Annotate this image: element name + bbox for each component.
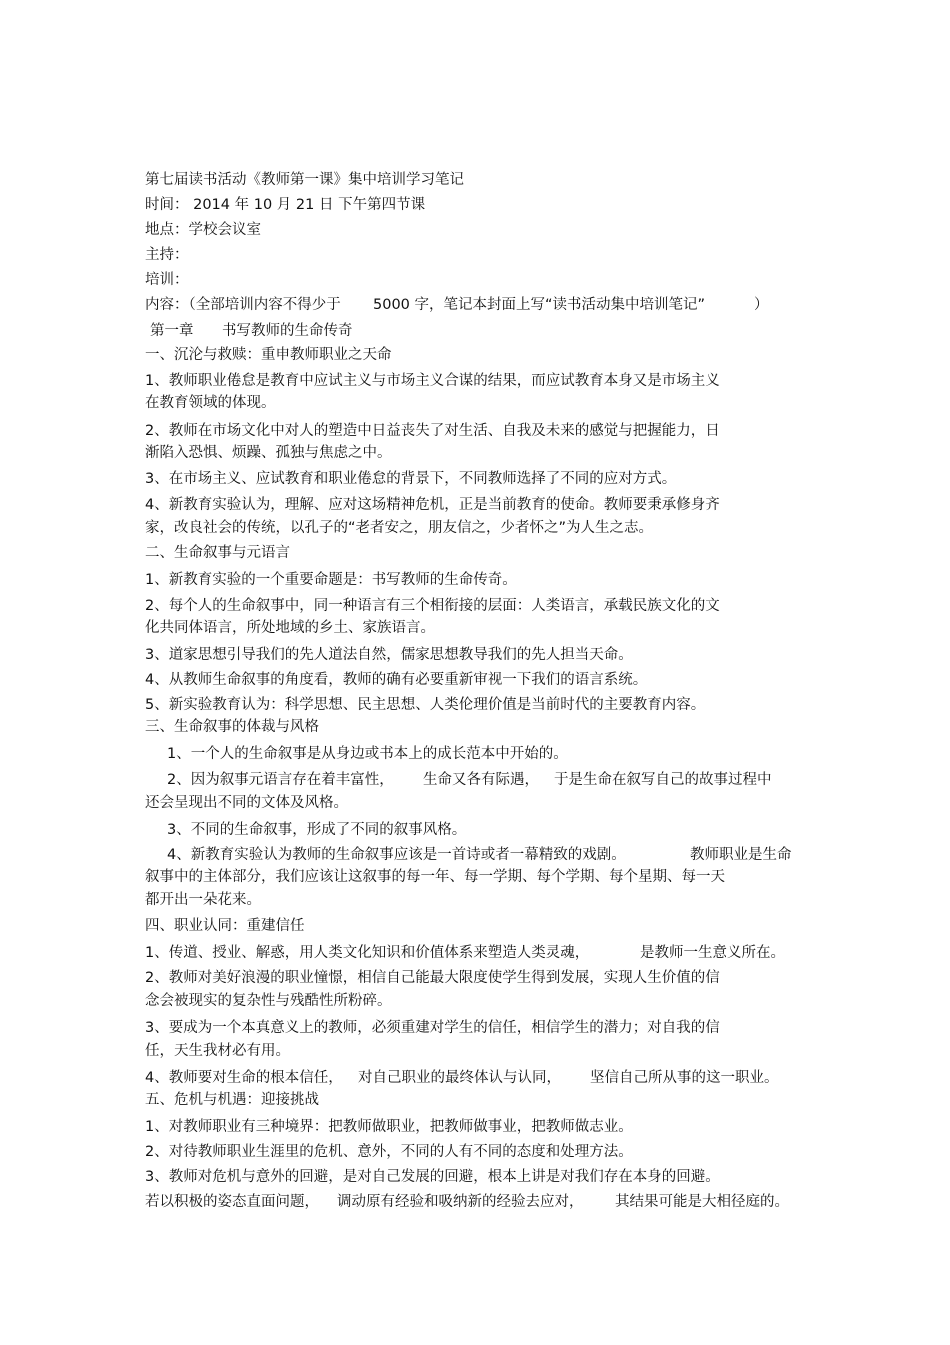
section-heading: 三、生命叙事的体裁与风格 [145, 719, 319, 735]
paragraph-line: 2、每个人的生命叙事中，同一种语言有三个相衔接的层面：人类语言，承载民族文化的文 [145, 598, 720, 614]
paragraph-line: 1、传道、授业、解惑，用人类文化知识和价值体系来塑造人类灵魂， [145, 945, 590, 961]
paragraph-line: 2、教师在市场文化中对人的塑造中日益丧失了对生活、自我及未来的感觉与把握能力，日 [145, 423, 720, 439]
paragraph-line: 坚信自己所从事的这一职业。 [590, 1070, 779, 1086]
paragraph-line: 化共同体语言，所处地域的乡土、家族语言。 [145, 620, 435, 636]
paragraph-line: 4、新教育实验认为，理解、应对这场精神危机，正是当前教育的使命。教师要秉承修身齐 [145, 497, 720, 513]
paragraph-line: 3、教师对危机与意外的回避，是对自己发展的回避，根本上讲是对我们存在本身的回避。 [145, 1169, 720, 1185]
paragraph-line: 2、教师对美好浪漫的职业憧憬，相信自己能最大限度使学生得到发展，实现人生价值的信 [145, 970, 720, 986]
paragraph-line: 其结果可能是大相径庭的。 [615, 1194, 789, 1210]
paragraph-line: 1、一个人的生命叙事是从身边或书本上的成长范本中开始的。 [167, 746, 568, 762]
paragraph-line: 教师职业是生命 [690, 847, 792, 863]
paragraph-line: 1、对教师职业有三种境界：把教师做职业，把教师做事业，把教师做志业。 [145, 1119, 633, 1135]
paragraph-line: 3、道家思想引导我们的先人道法自然，儒家思想教导我们的先人担当天命。 [145, 647, 633, 663]
paragraph-line: 任，天生我材必有用。 [145, 1043, 290, 1059]
paragraph-line: 1、新教育实验的一个重要命题是：书写教师的生命传奇。 [145, 572, 517, 588]
paragraph-line: 1、教师职业倦怠是教育中应试主义与市场主义合谋的结果，而应试教育本身又是市场主义 [145, 373, 720, 389]
chapter-title: 书写教师的生命传奇 [222, 323, 353, 339]
paragraph-line: 是教师一生意义所在。 [640, 945, 785, 961]
paragraph-line: 2、对待教师职业生涯里的危机、意外，不同的人有不同的态度和处理方法。 [145, 1144, 633, 1160]
paragraph-line: 3、不同的生命叙事，形成了不同的叙事风格。 [167, 822, 467, 838]
paragraph-line: 3、要成为一个本真意义上的教师，必须重建对学生的信任，相信学生的潜力；对自我的信 [145, 1020, 720, 1036]
paragraph-line: 2、因为叙事元语言存在着丰富性， [167, 772, 394, 788]
meta-place: 地点：学校会议室 [145, 222, 261, 238]
paragraph-line: 生命又各有际遇， [423, 772, 539, 788]
chapter-number: 第一章 [150, 323, 194, 339]
paragraph-line: 在教育领域的体现。 [145, 395, 276, 411]
meta-content-label: 内容：（全部培训内容不得少于 [145, 297, 341, 313]
meta-time: 时间： 2014 年 10 月 21 日 下午第四节课 [145, 197, 426, 213]
paragraph-line: 3、在市场主义、应试教育和职业倦怠的背景下，不同教师选择了不同的应对方式。 [145, 471, 677, 487]
paragraph-line: 于是生命在叙写自己的故事过程中 [554, 772, 772, 788]
meta-content-close: ） [754, 297, 769, 313]
doc-title: 第七届读书活动《教师第一课》集中培训学习笔记 [145, 172, 464, 188]
paragraph-line: 渐陷入恐惧、烦躁、孤独与焦虑之中。 [145, 445, 392, 461]
paragraph-line: 若以积极的姿态直面问题， [145, 1194, 319, 1210]
section-heading: 二、生命叙事与元语言 [145, 545, 290, 561]
paragraph-line: 家，改良社会的传统，以孔子的“老者安之，朋友信之，少者怀之”为人生之志。 [145, 520, 654, 536]
paragraph-line: 调动原有经验和吸纳新的经验去应对， [337, 1194, 584, 1210]
paragraph-line: 还会呈现出不同的文体及风格。 [145, 795, 348, 811]
paragraph-line: 对自己职业的最终体认与认同， [358, 1070, 561, 1086]
paragraph-line: 叙事中的主体部分，我们应该让这叙事的每一年、每一学期、每个学期、每个星期、每一天 [145, 869, 725, 885]
paragraph-line: 5、新实验教育认为：科学思想、民主思想、人类伦理价值是当前时代的主要教育内容。 [145, 697, 706, 713]
section-heading: 五、危机与机遇：迎接挑战 [145, 1092, 319, 1108]
meta-host: 主持： [145, 247, 189, 263]
meta-content-text: 5000 字，笔记本封面上写“读书活动集中培训笔记” [373, 297, 706, 313]
paragraph-line: 都开出一朵花来。 [145, 892, 261, 908]
paragraph-line: 4、新教育实验认为教师的生命叙事应该是一首诗或者一幕精致的戏剧。 [167, 847, 626, 863]
section-heading: 四、职业认同：重建信任 [145, 918, 305, 934]
paragraph-line: 4、教师要对生命的根本信任， [145, 1070, 343, 1086]
meta-trainer: 培训： [145, 272, 189, 288]
paragraph-line: 4、从教师生命叙事的角度看，教师的确有必要重新审视一下我们的语言系统。 [145, 672, 648, 688]
paragraph-line: 念会被现实的复杂性与残酷性所粉碎。 [145, 993, 392, 1009]
section-heading: 一、沉沦与救赎：重申教师职业之天命 [145, 347, 392, 363]
